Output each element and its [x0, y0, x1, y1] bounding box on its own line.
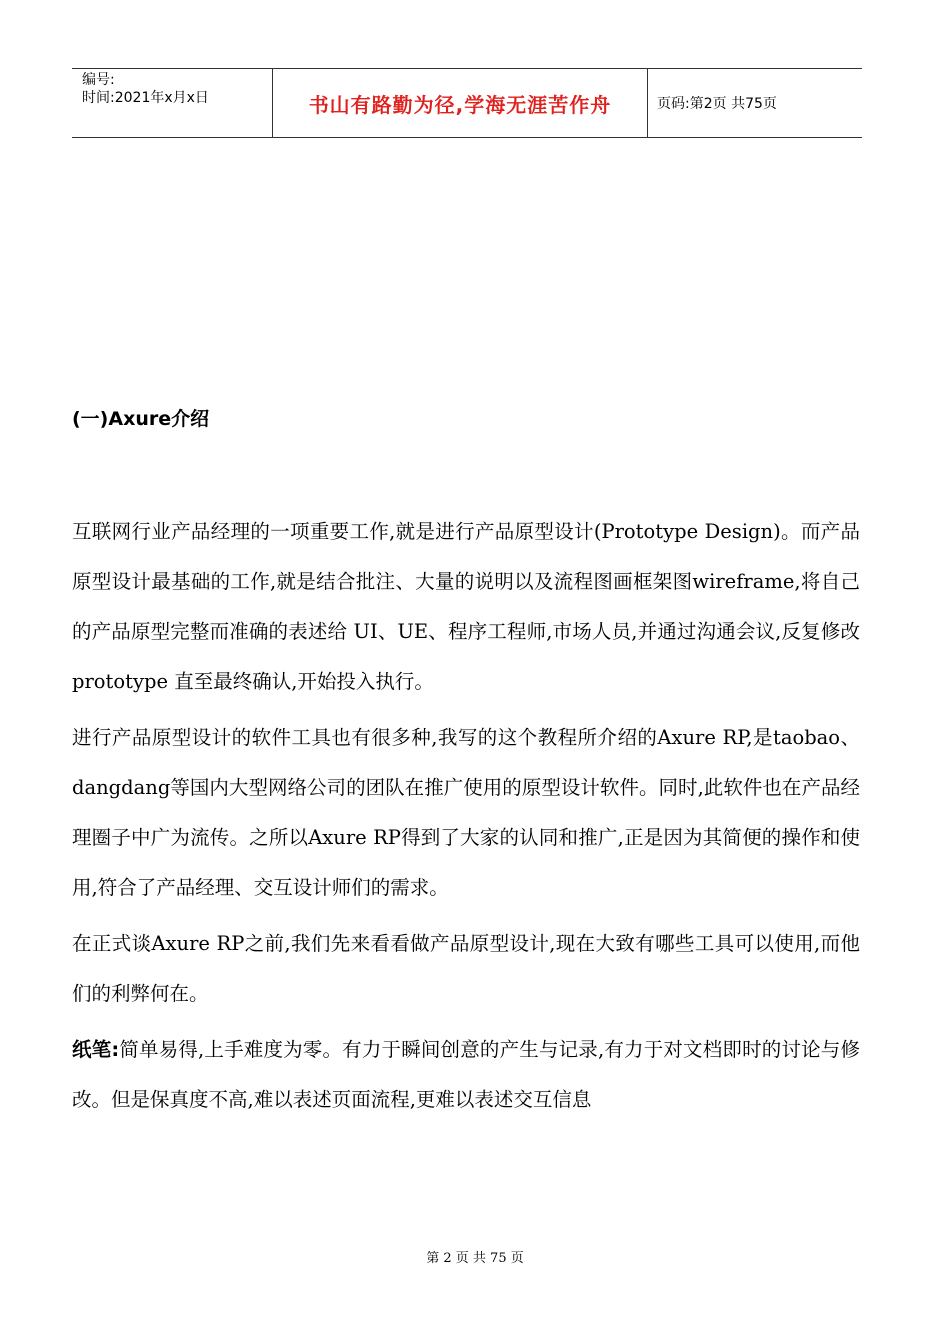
number-label: 编号: — [82, 72, 115, 88]
header-motto: 书山有路勤为径,学海无涯苦作舟 — [273, 69, 648, 137]
page-footer: 第 2 页 共 75 页 — [426, 1251, 524, 1266]
header-page-info: 页码:第2页 共75页 — [657, 96, 777, 112]
paragraph-transition: 在正式谈Axure RP之前,我们先来看看做产品原型设计,现在大致有哪些工具可以使用,而他们的利弊何在。 — [72, 932, 860, 1005]
page-header — [72, 68, 862, 138]
header-meta — [72, 69, 273, 137]
paragraph-paper-pen-text: 简单易得,上手难度为零。有力于瞬间创意的产生与记录,有力于对文档即时的讨论与修改。但是保真度不高,难以表述页面流程,更难以表述交互信息 — [72, 1038, 860, 1111]
paragraph-tools: 进行产品原型设计的软件工具也有很多种,我写的这个教程所介绍的Axure RP,是taobao、dangdang等国内大型网络公司的团队在推广使用的原型设计软件。同时,此软件也在产品经理圈子中广为流传。之所以Axure RP得到了大家的认同和推广,正是因为其简便的操作和使用,符合了产品经理、交互设计师们的需求。 — [72, 726, 860, 899]
section-title: (一)Axure介绍 — [72, 408, 210, 430]
paragraph-lead: 纸笔: — [72, 1038, 120, 1061]
document-body — [72, 507, 860, 1131]
time-label: 时间:2021年x月x日 — [82, 90, 209, 106]
paragraph-paper-pen — [72, 1025, 860, 1125]
paragraph-intro: 互联网行业产品经理的一项重要工作,就是进行产品原型设计(Prototype Design)。而产品原型设计最基础的工作,就是结合批注、大量的说明以及流程图画框架图wireframe,将自己的产品原型完整而准确的表述给 UI、UE、程序工程师,市场人员,并通过沟通会议,反复修改prototype 直至最终确认,开始投入执行。 — [72, 520, 860, 693]
